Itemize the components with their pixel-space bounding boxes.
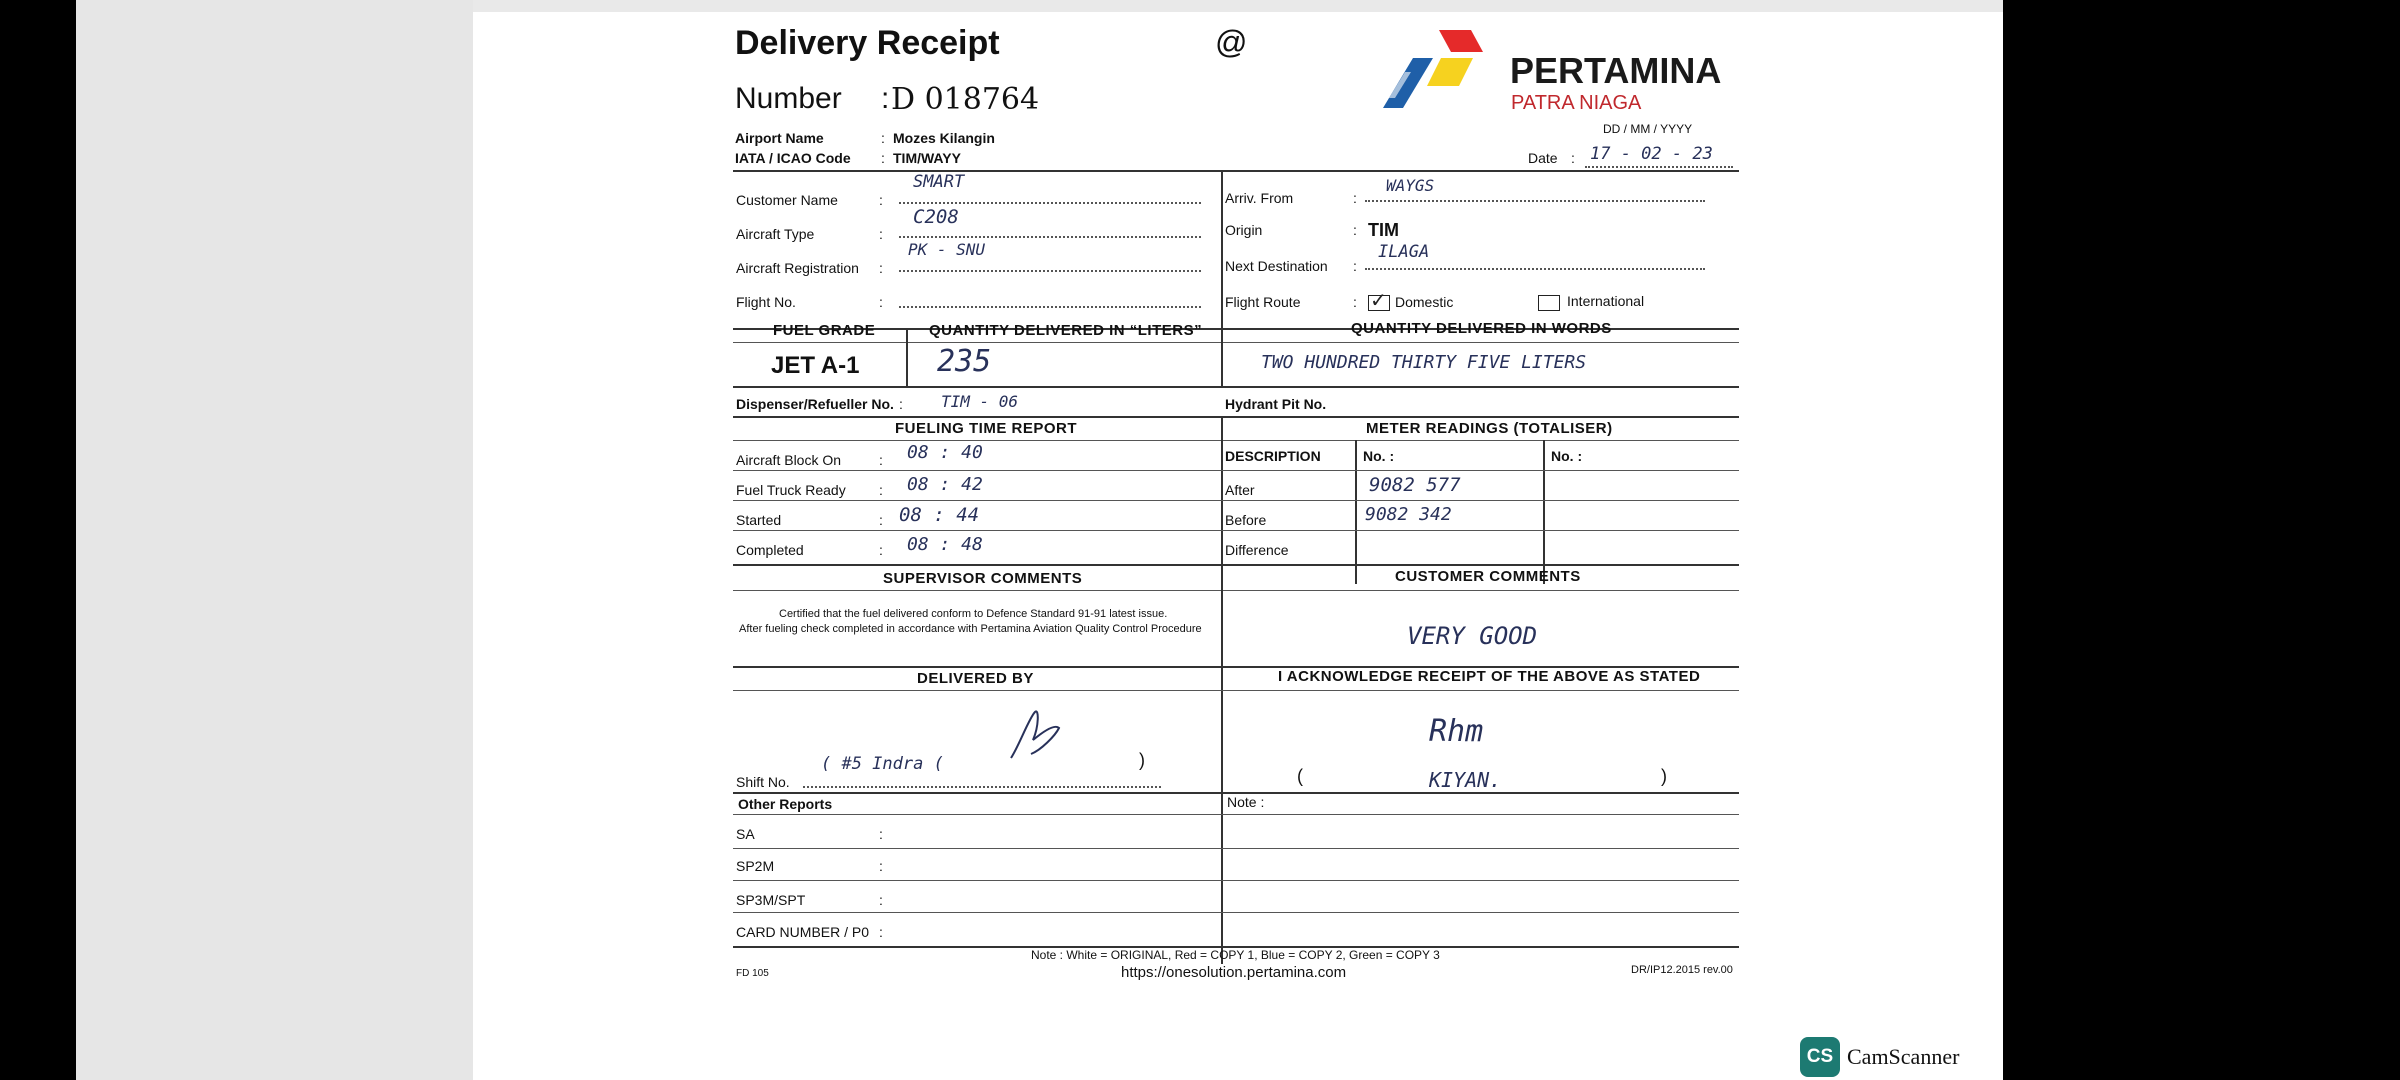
completed-value: 08 : 48 <box>907 534 983 555</box>
acknowledge-signature: Rhm <box>1429 714 1484 749</box>
date-dotline <box>1585 166 1733 168</box>
started-value: 08 : 44 <box>899 504 980 526</box>
time-row-rule-2 <box>733 500 1739 501</box>
report-sa-colon: : <box>879 826 883 842</box>
airport-name-label: Airport Name <box>735 130 824 146</box>
domestic-label: Domestic <box>1395 294 1454 310</box>
delivered-signature-icon <box>1005 706 1065 766</box>
report-sp3m-label: SP3M/SPT <box>736 892 806 908</box>
fueling-time-header: FUELING TIME REPORT <box>895 420 1077 437</box>
reports-rule-3 <box>733 912 1739 913</box>
dispenser-bottom-rule <box>733 416 1739 418</box>
completed-colon: : <box>879 542 883 558</box>
date-label: Date <box>1528 150 1558 166</box>
iata-value: TIM/WAYY <box>893 150 961 166</box>
qty-words-value: TWO HUNDRED THIRTY FIVE LITERS <box>1261 352 1587 373</box>
acknowledge-name: KIYAN. <box>1429 768 1502 792</box>
fueling-header-rule <box>733 440 1739 441</box>
customer-name-value: SMART <box>913 172 965 192</box>
brand-subname: PATRA NIAGA <box>1511 92 1642 114</box>
block-on-value: 08 : 40 <box>907 442 983 463</box>
meter-after-value: 9082 577 <box>1369 474 1461 496</box>
arriv-from-colon: : <box>1353 190 1357 206</box>
date-colon: : <box>1571 150 1575 166</box>
dispenser-label: Dispenser/Refueller No. <box>736 396 894 412</box>
qty-liters-value: 235 <box>937 344 992 379</box>
origin-value: TIM <box>1368 220 1399 240</box>
aircraft-reg-label: Aircraft Registration <box>736 260 859 276</box>
supervisor-text-2: After fueling check completed in accordance with Pertamina Aviation Quality Control Procedure <box>739 623 1202 635</box>
footer-url: https://onesolution.pertamina.com <box>1121 964 1347 981</box>
aircraft-type-dotline <box>899 236 1201 238</box>
other-reports-header: Other Reports <box>738 796 833 812</box>
arriv-from-label: Arriv. From <box>1225 190 1294 206</box>
camscanner-text: CamScanner <box>1847 1044 1960 1069</box>
report-sa-label: SA <box>736 826 755 842</box>
comments-header-rule <box>733 590 1739 591</box>
flight-no-label: Flight No. <box>736 294 796 310</box>
aircraft-type-value: C208 <box>913 206 959 228</box>
fuel-grade-value: JET A-1 <box>771 352 860 379</box>
international-checkbox[interactable] <box>1538 295 1560 311</box>
meter-no-header-2: No. : <box>1551 448 1583 464</box>
truck-ready-colon: : <box>879 482 883 498</box>
reports-rule-2 <box>733 880 1739 881</box>
signature-header-rule <box>733 690 1739 691</box>
block-on-colon: : <box>879 452 883 468</box>
shift-no-label: Shift No. <box>736 774 790 790</box>
block-on-label: Aircraft Block On <box>736 452 842 468</box>
shift-no-dotline <box>803 786 1161 788</box>
customer-name-dotline <box>899 202 1201 204</box>
stamp-mark: @ <box>1215 24 1248 60</box>
number-colon: : <box>881 82 890 115</box>
report-sp2m-colon: : <box>879 858 883 874</box>
airport-name-value: Mozes Kilangin <box>893 130 995 146</box>
qty-liters-header: QUANTITY DELIVERED IN “LITERS” <box>929 322 1203 339</box>
left-margin-strip <box>76 0 473 1080</box>
date-format-hint: DD / MM / YYYY <box>1603 122 1693 136</box>
qty-words-header: QUANTITY DELIVERED IN WORDS <box>1351 320 1612 337</box>
customer-comments-header: CUSTOMER COMMENTS <box>1395 568 1581 585</box>
report-sp3m-colon: : <box>879 892 883 908</box>
flight-route-label: Flight Route <box>1225 294 1301 310</box>
delivered-by-header: DELIVERED BY <box>917 670 1034 687</box>
receipt-title: Delivery Receipt <box>735 24 1000 62</box>
comments-divider <box>1221 564 1223 964</box>
flight-route-colon: : <box>1353 294 1357 310</box>
next-dest-label: Next Destination <box>1225 258 1328 274</box>
aircraft-reg-dotline <box>899 270 1201 272</box>
ack-close-paren: ) <box>1661 766 1667 786</box>
delivered-close-paren: ) <box>1139 750 1145 770</box>
meter-before-label: Before <box>1225 512 1267 528</box>
aircraft-reg-value: PK - SNU <box>908 240 986 259</box>
right-margin-strip <box>2003 0 2400 1080</box>
next-dest-value: ILAGA <box>1378 242 1430 262</box>
receipt-number: D 018764 <box>891 82 1040 117</box>
customer-name-label: Customer Name <box>736 192 838 208</box>
reports-rule-0 <box>733 814 1739 815</box>
hydrant-label: Hydrant Pit No. <box>1225 396 1327 412</box>
acknowledge-header: I ACKNOWLEDGE RECEIPT OF THE ABOVE AS STATED <box>1278 668 1701 685</box>
copies-note: Note : White = ORIGINAL, Red = COPY 1, Blue = COPY 2, Green = COPY 3 <box>1031 948 1440 962</box>
aircraft-reg-colon: : <box>879 260 883 276</box>
doc-code: DR/IP12.2015 rev.00 <box>1631 964 1733 976</box>
meter-col-divider-1 <box>1355 440 1357 584</box>
supervisor-comments-header: SUPERVISOR COMMENTS <box>883 570 1083 587</box>
next-dest-dotline <box>1365 268 1705 270</box>
arriv-from-value: WAYGS <box>1386 176 1435 195</box>
domestic-checkbox[interactable] <box>1368 290 1390 312</box>
fuel-grade-divider <box>906 328 908 386</box>
note-label: Note : <box>1227 794 1265 810</box>
international-label: International <box>1567 293 1645 309</box>
customer-comment-value: VERY GOOD <box>1407 622 1538 650</box>
page-top-edge <box>473 0 2003 12</box>
number-label: Number <box>735 82 842 115</box>
meter-no-header-1: No. : <box>1363 448 1395 464</box>
flight-no-colon: : <box>879 294 883 310</box>
camscanner-logo-icon: CS <box>1800 1037 1840 1077</box>
fuel-grade-header: FUEL GRADE <box>773 322 876 339</box>
date-value: 17 - 02 - 23 <box>1590 144 1713 164</box>
delivered-by-name: ( #5 Indra ( <box>821 754 944 774</box>
iata-colon: : <box>881 150 885 166</box>
aircraft-type-colon: : <box>879 226 883 242</box>
fueling-bottom-rule <box>733 564 1739 566</box>
meter-header: METER READINGS (TOTALISER) <box>1366 420 1613 437</box>
customer-divider <box>1221 170 1223 328</box>
origin-label: Origin <box>1225 222 1263 238</box>
fuel-header-rule <box>733 342 1739 343</box>
form-code: FD 105 <box>736 968 769 979</box>
delivery-receipt-form <box>693 14 1783 1014</box>
header-rule <box>733 170 1739 172</box>
fuel-qty-divider <box>1221 328 1223 386</box>
camscanner-watermark <box>1800 1035 1980 1079</box>
truck-ready-label: Fuel Truck Ready <box>736 482 846 498</box>
reports-rule-1 <box>733 848 1739 849</box>
aircraft-type-label: Aircraft Type <box>736 226 815 242</box>
meter-desc-header: DESCRIPTION <box>1225 448 1321 464</box>
ack-open-paren: ( <box>1297 766 1303 786</box>
pertamina-logo-icon <box>1383 28 1483 108</box>
meter-before-value: 9082 342 <box>1365 504 1452 525</box>
report-card-colon: : <box>879 924 883 940</box>
next-dest-colon: : <box>1353 258 1357 274</box>
customer-name-colon: : <box>879 192 883 208</box>
time-row-rule-1 <box>733 470 1739 471</box>
dispenser-value: TIM - 06 <box>941 392 1019 411</box>
completed-label: Completed <box>736 542 804 558</box>
flight-no-dotline <box>899 306 1201 308</box>
truck-ready-value: 08 : 42 <box>907 474 983 495</box>
supervisor-text-1: Certified that the fuel delivered conform to Defence Standard 91-91 latest issue. <box>779 608 1168 620</box>
meter-col-divider-2 <box>1543 440 1545 584</box>
checkmark-icon: ✓ <box>1370 290 1387 312</box>
report-card-label: CARD NUMBER / P0 <box>736 924 870 940</box>
iata-label: IATA / ICAO Code <box>735 150 851 166</box>
report-sp2m-label: SP2M <box>736 858 775 874</box>
meter-after-label: After <box>1225 482 1255 498</box>
started-label: Started <box>736 512 782 528</box>
airport-colon: : <box>881 130 885 146</box>
brand-name: PERTAMINA <box>1510 50 1722 91</box>
fuel-table-bottom-rule <box>733 386 1739 388</box>
dispenser-colon: : <box>899 396 903 412</box>
time-row-rule-3 <box>733 530 1739 531</box>
arriv-from-dotline <box>1365 200 1705 202</box>
origin-colon: : <box>1353 222 1357 238</box>
meter-difference-label: Difference <box>1225 542 1289 558</box>
started-colon: : <box>879 512 883 528</box>
